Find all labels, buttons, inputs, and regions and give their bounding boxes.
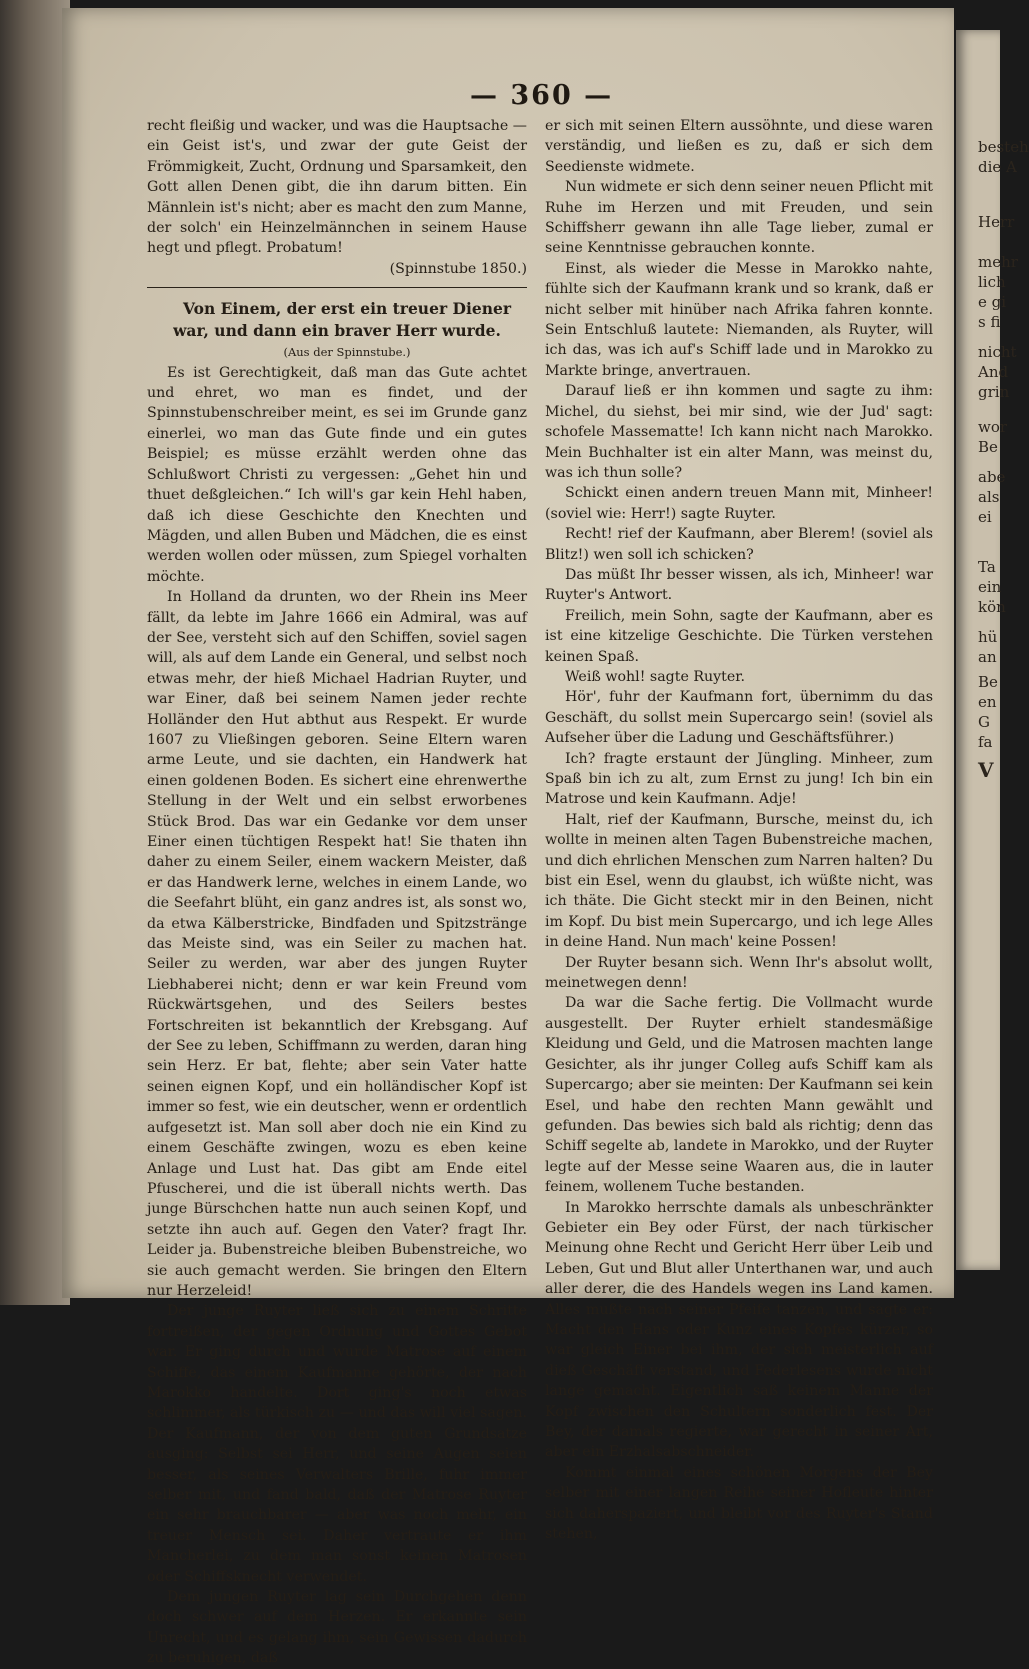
article-source: (Aus der Spinnstube.) (283, 345, 411, 360)
body-paragraph: Schickt einen andern treuen Mann mit, Minheer! (soviel wie: Herr!) sagte Ruyter. (545, 485, 933, 522)
facing-fragment: mehr (978, 253, 1018, 271)
facing-fragment: an (978, 648, 997, 666)
body-paragraph: Hör', fuhr der Kaufmann fort, übernimm du das Geschäft, du sollst mein Supercargo sein! (soviel als Aufseher über die Ladung und Geschäftsführer.) (545, 689, 933, 747)
facing-fragment: kön (978, 598, 1006, 616)
facing-fragment: ei (978, 508, 992, 526)
facing-fragment: fa (978, 733, 993, 751)
body-paragraph: In Holland da drunten, wo der Rhein ins Meer fällt, da lebte im Jahre 1666 ein Admiral, was auf der See, versteht sich auf den Schiffen, soviel sagen will, als auf dem Lande ein General, und selbst noch etwas mehr, der hieß Michael Hadrian Ruyter, und war Einer, daß bei seinem Namen jeder rechte Holländer den Hut abthut aus Respekt. Er wurde 1607 zu Vließingen geboren. Seine Eltern waren arme Leute, und sie dachten, ein Handwerk hat einen goldenen Boden. Es sichert eine ehrenwerthe Stellung in der Welt und ein selbst erworbenes Stück Brod. Das war ein Gedanke vor dem unser Einer einen tüchtigen Respekt hat! Sie thaten ihn daher zu einem Seiler, einem wackern Meister, daß er das Handwerk lerne, welches in einem Lande, wo die Seefahrt blüht, ein ganz andres ist, als sonst wo, da etwa Kälberstricke, Bindfaden und Spitzstränge das Meiste sind, was ein Seiler zu machen hat. Seiler zu werden, war aber des jungen Ruyter Liebhaberei nicht; denn er war kein Freund vom Rückwärtsgehen, und des Seilers bestes Fortschreiten ist bekanntlich der Krebsgang. Auf der See zu leben, Schiffmann zu werden, daran hing sein Herz. Er bat, flehte; aber sein Vater hatte seinen eignen Kopf, und ein holländischer Kopf ist immer so fest, wie ein deutscher, wenn er ordentlich aufgesetzt ist. Man soll aber doch nie ein Kind zu einem Geschäfte zwingen, wozu es eben keine Anlage und Lust hat. Das gibt am Ende eitel Pfuscherei, und die ist überall nichts werth. Das junge Bürschchen hatte nun auch seinen Kopf, und setzte ihn auch auf. Gegen den Vater? fragt Ihr. Leider ja. Bubenstreiche bleiben Bubenstreiche, wo sie auch gemacht werden. Sie bringen den Eltern nur Herzeleid! (147, 589, 527, 1299)
body-paragraph: Einst, als wieder die Messe in Marokko nahte, fühlte sich der Kaufmann krank und so krank, daß er nicht selber mit hinüber nach Afrika fahren konnte. Sein Entschluß lautete: Niemanden, als Ruyter, will ich das, was ich auf's Schiff lade und in Marokko zu Markte bringe, anvertrauen. (545, 260, 933, 379)
body-paragraph: Freilich, mein Sohn, sagte der Kaufmann, aber es ist eine kitzelige Geschichte. Die Türken verstehen keinen Spaß. (545, 607, 933, 665)
intro-paragraph: recht fleißig und wacker, und was die Hauptsache — ein Geist ist's, und zwar der gute Geist der Frömmigkeit, Zucht, Ordnung und Sparsamkeit, den Gott allen Denen gibt, die ihn darum bitten. Ein Männlein ist's nicht; aber es macht den zum Manne, der solch' ein Heinzelmännchen in seinem Hause hegt und pflegt. Probatum! (147, 118, 527, 257)
book-gutter (0, 0, 70, 1305)
facing-fragment: Ta (978, 558, 996, 576)
facing-fragment: en (978, 693, 997, 711)
section-divider (147, 287, 527, 288)
body-paragraph: Nun widmete er sich denn seiner neuen Pflicht mit Ruhe im Herzen und mit Freuden, und sein Schiffsherr gewann ihn alle Tage lieber, zumal er seine Kenntnisse gebrauchen konnte. (545, 179, 933, 257)
facing-fragment: nicht (978, 343, 1017, 361)
facing-fragment: s fi (978, 313, 1001, 331)
body-paragraph: In Marokko herrschte damals als unbeschränkter Gebieter ein Bey oder Fürst, der nach türkischer Meinung ohne Recht und Gericht Herr über Leib und Leben, Gut und Blut aller Unterthanen war, und auch aller derer, die des Handels wegen ins Land kamen. Alles mußte nach seiner Pfeife tanzen, und sagte er: Macht den Hans oder Kunz eines Kopfes kürzer, so war gleich Einer bei ihm, der sich meisterlich auf dieß Geschäft verstand, und Federlesens wurde nicht lange gemacht. Eigentlich saß keinem Manne der Kopf zwischen den Schultern sonderlich fest. Der Bey, der damals regierte, war gerecht in seiner Art, aber ein Erzhalsabschneider. (545, 1199, 933, 1461)
facing-fragment: als (978, 488, 1000, 506)
body-paragraph: Darauf ließ er ihn kommen und sagte zu ihm: Michel, du siehst, bei mir sind, wie der Jud' sagt: schofele Massematte! Ich kann nicht nach Marokko. Mein Buchhalter ist ein alter Mann, was meinst du, was ich thun solle? (545, 383, 933, 481)
body-paragraph: Weiß wohl! sagte Ruyter. (565, 668, 746, 685)
facing-fragment: besteh (978, 138, 1029, 156)
body-paragraph: Dem jungen Ruyter lag sein Durchgehen denn doch schwer auf dem Herzen. Er erkannte sein Unrecht, und es gelang ihm, sein Gewissen dadurch zu beruhigen, daß (147, 1589, 527, 1667)
body-paragraph: Das müßt Ihr besser wissen, als ich, Minheer! war Ruyter's Antwort. (545, 566, 933, 604)
facing-fragment: Be (978, 438, 998, 456)
facing-fragment: G (978, 713, 990, 731)
facing-fragment: V (978, 758, 994, 782)
body-paragraph: Kommt einmal eines schönen Morgens der Bey selber mit einer langen Reihe seiner Hofleute hinter sich daherspaziert, und bleibt vor des Ruyter's Stand stehen, (545, 1464, 933, 1543)
body-paragraph: Recht! rief der Kaufmann, aber Blerem! (soviel als Blitz!) wen soll ich schicken? (545, 526, 933, 563)
facing-fragment: wor (978, 418, 1008, 436)
facing-fragment: grin (978, 383, 1010, 401)
body-paragraph: Der junge Ruyter ließ sich zu einem Schritte fortreißen, der gegen Ordnung und Gottes Gebot war. Er ging durch und wurde Matrose auf einem Schiffe, das einem Kaufmanne gehörte, der nach Marokko handelte. Dort ging's noch etwas schlimmer, als türkisch zu — und das will viel sagen. Der Kaufmann, der von dem guten Grundsatze ausging: Selbst sei Herr, und seine Augen seien besser, als seines Verwalters Brille, fuhr immer selber mit, und fand bald, daß der Matrose Ruyter ein sehr brauchbarer — aber was noch mehr, ein treuer Mensch sei. Daher vertraute er ihm Mancherlei, zu dem man sonst keinen Matrosen oder Schiffsknecht verwendet. (147, 1303, 527, 1585)
facing-page-edge (956, 30, 1029, 1270)
body-paragraph: Es ist Gerechtigkeit, daß man das Gute achtet und ehret, wo man es findet, und der Spinnstubenschreiber meint, es sei im Grunde ganz einerlei, wo man das Gute finde und ein gutes Beispiel; es müsse erzählt werden ohne das Schlußwort Christi zu vergessen: „Gehet hin und thuet deßgleichen.“ Ich will's gar kein Hehl haben, daß ich diese Geschichte den Knechten und Mägden, und allen Buben und Mädchen, die es einst werden wollen oder müssen, zum Spiegel vorhalten möchte. (147, 364, 527, 585)
body-paragraph: er sich mit seinen Eltern aussöhnte, und diese waren verständig, und ließen es zu, daß er sich dem Seedienste widmete. (545, 118, 933, 175)
facing-fragment: e gi (978, 293, 1007, 311)
facing-fragment: lich (978, 273, 1006, 291)
body-paragraph: Ich? fragte erstaunt der Jüngling. Minheer, zum Spaß bin ich zu alt, zum Ernst zu jung! Ich bin ein Matrose und kein Kaufmann. Adje! (545, 750, 933, 808)
facing-fragment: die A (978, 158, 1017, 176)
article-title: Von Einem, der erst ein treuer Diener war, und dann ein braver Herr wurde. (173, 299, 511, 341)
facing-fragment: ein (978, 578, 1002, 596)
intro-source: (Spinnstube 1850.) (389, 260, 527, 277)
facing-fragment: Be (978, 673, 998, 691)
body-paragraph: Der Ruyter besann sich. Wenn Ihr's absolut wollt, meinetwegen denn! (545, 954, 933, 992)
facing-fragment: hü (978, 628, 998, 646)
left-column (147, 116, 527, 1669)
body-paragraph: Halt, rief der Kaufmann, Bursche, meinst du, ich wollte in meinen alten Tagen Bubenstreiche machen, und dich ehrlichen Menschen zum Narren halten? Du bist ein Esel, wenn du glaubst, ich wüßte nicht, was ich thäte. Die Gicht steckt mir in den Beinen, nicht im Kopf. Du bist mein Supercargo, und ich lege Alles in deine Hand. Nun mach' keine Possen! (545, 811, 933, 951)
page-number: — 360 — (470, 80, 614, 111)
facing-fragment: Herr (978, 213, 1015, 231)
facing-fragment: And (978, 363, 1009, 381)
facing-fragment: abe (978, 468, 1006, 486)
body-paragraph: Da war die Sache fertig. Die Vollmacht wurde ausgestellt. Der Ruyter erhielt standesmäßige Kleidung und Geld, und die Matrosen machten lange Gesichter, als ihr junger Colleg aufs Schiff kam als Supercargo; aber sie meinten: Der Kaufmann sei kein Esel, und habe den rechten Mann gewählt und gefunden. Das bewies sich bald als richtig; denn das Schiff segelte ab, landete in Marokko, und der Ruyter legte auf der Messe seine Waaren aus, die in lauter feinem, wollenem Tuche bestanden. (545, 995, 933, 1196)
right-column (545, 116, 933, 1544)
